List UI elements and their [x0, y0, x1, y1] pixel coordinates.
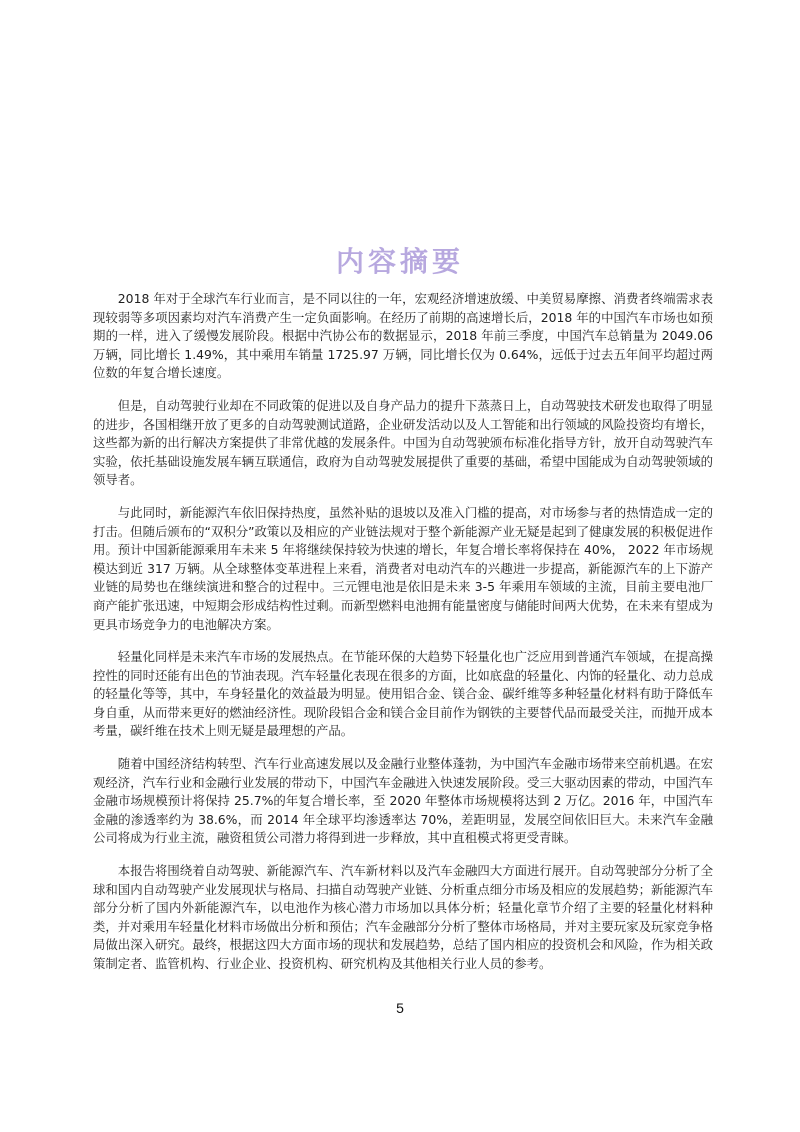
paragraph-6: 本报告将围绕着自动驾驶、新能源汽车、汽车新材料以及汽车金融四大方面进行展开。自动驾驶部分分析了全球和国内自动驾驶产业发展现状与格局、扫描自动驾驶产业链、分析重点细分市场及相应的发展趋势；新能源汽车部分分析了国内外新能源汽车，以电池作为核心潜力市场加以具体分析；轻量化章节介绍了主要的轻量化材料种类，并对乘用车轻量化材料市场做出分析和预估；汽车金融部分分析了整体市场格局，并对主要玩家及玩家竞争格局做出深入研究。最终，根据这四大方面市场的现状和发展趋势，总结了国内相应的投资机会和风险，作为相关政策制定者、监管机构、行业企业、投资机构、研究机构及其他相关行业人员的参考。	[93, 863, 713, 971]
paragraph-2: 但是，自动驾驶行业却在不同政策的促进以及自身产品力的提升下蒸蒸日上，自动驾驶技术研发也取得了明显的进步，各国相继开放了更多的自动驾驶测试道路，企业研发活动以及人工智能和出行领域的风险投资均有增长，这些都为新的出行解决方案提供了非常优越的发展条件。中国为自动驾驶颁布标准化指导方针，放开自动驾驶汽车实验，依托基础设施发展车辆互联通信，政府为自动驾驶发展提供了重要的基础，希望中国能成为自动驾驶领域的领导者。	[93, 397, 713, 488]
page-title: 内容摘要	[335, 245, 464, 278]
paragraph-3: 与此同时，新能源汽车依旧保持热度，虽然补贴的退坡以及准入门槛的提高，对市场参与者的热情造成一定的打击。但随后颁布的“双积分”政策以及相应的产业链法规对于整个新能源产业无疑是起到了健康发展的积极促进作用。预计中国新能源乘用车未来 5 年将继续保持较为快速的增长，年复合增长率将保持在 40%， 2022 年市场规模达到近 317 万辆。从全球整体变革进程上来看，消费者对电动汽车的兴趣进一步提高，新能源汽车的上下游产业链的局势也在继续演进和整合的过程中。三元锂电池是依旧是未来 3-5 年乘用车领域的主流，目前主要电池厂商产能扩张迅速，中短期会形成结构性过剩。而新型燃料电池拥有能量密度与储能时间两大优势，在未来有望成为更具市场竞争力的电池解决方案。	[93, 504, 713, 632]
abstract-body	[93, 290, 713, 988]
paragraph-4: 轻量化同样是未来汽车市场的发展热点。在节能环保的大趋势下轻量化也广泛应用到普通汽车领域，在提高操控性的同时还能有出色的节油表现。汽车轻量化表现在很多的方面，比如底盘的轻量化、内饰的轻量化、动力总成的轻量化等等，其中，车身轻量化的效益最为明显。使用铝合金、镁合金、碳纤维等多种轻量化材料有助于降低车身自重，从而带来更好的燃油经济性。现阶段铝合金和镁合金目前作为钢铁的主要替代品而最受关注，而抛开成本考量，碳纤维在技术上则无疑是最理想的产品。	[93, 649, 713, 739]
paragraph-1: 2018 年对于全球汽车行业而言，是不同以往的一年，宏观经济增速放缓、中美贸易摩擦、消费者终端需求表现较弱等多项因素均对汽车消费产生一定负面影响。在经历了前期的高速增长后，2018 年的中国汽车市场也如预期的一样，进入了缓慢发展阶段。根据中汽协公布的数据显示，2018 年前三季度，中国汽车总销量为 2049.06 万辆，同比增长 1.49%，其中乘用车销量 1725.97 万辆，同比增长仅为 0.64%，远低于过去五年间平均超过两位数的年复合增长速度。	[93, 291, 713, 381]
page-number: 5	[396, 1000, 404, 1016]
paragraph-5: 随着中国经济结构转型、汽车行业高速发展以及金融行业整体蓬勃，为中国汽车金融市场带来空前机遇。在宏观经济，汽车行业和金融行业发展的带动下，中国汽车金融进入快速发展阶段。受三大驱动因素的带动，中国汽车金融市场规模预计将保持 25.7%的年复合增长率，至 2020 年整体市场规模将达到 2 万亿。2016 年，中国汽车金融的渗透率约为 38.6%，而 2014 年全球平均渗透率达 70%，差距明显，发展空间依旧巨大。未来汽车金融公司将成为行业主流，融资租赁公司潜力将得到进一步释放，其中直租模式将更受青睐。	[93, 756, 713, 846]
